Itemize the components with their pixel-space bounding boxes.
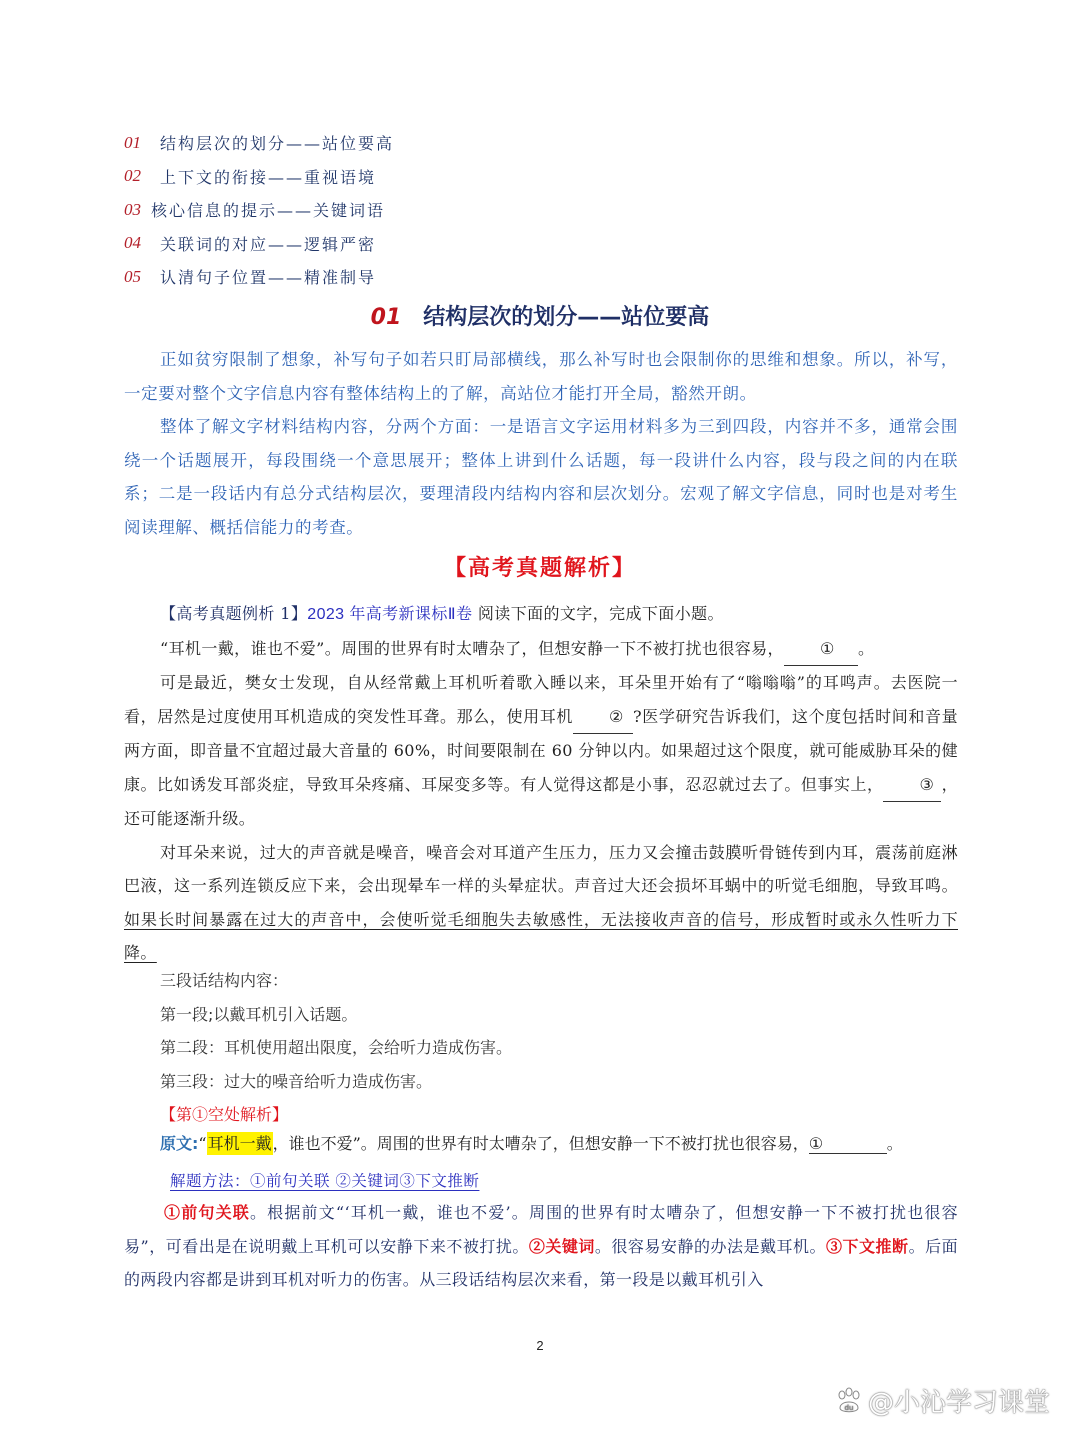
original-label: 原文:	[160, 1134, 199, 1153]
blank-3	[883, 768, 941, 803]
toc-number: 05	[124, 266, 141, 286]
exam-heading: 【高考真题解析】	[443, 555, 636, 581]
blank-number: ③	[919, 774, 935, 794]
intro-paragraph	[124, 343, 958, 410]
passage-paragraph-3	[124, 836, 958, 970]
toc-text: 关联词的对应——逻辑严密	[160, 234, 377, 254]
analysis-body: 。根据前文“‘耳机一戴，谁也不爱’。周围的世界有时太嘈杂了，但想安静一下不被打扰也很容易”，可看出是在说明戴上耳机可以安静下来不被打扰。	[124, 1203, 958, 1256]
analysis-paragraph	[124, 1196, 958, 1297]
section-title-text: 结构层次的划分——站位要高	[423, 305, 710, 330]
method-marker-1: ①前句关联	[164, 1203, 250, 1222]
toc-item	[124, 227, 394, 261]
structure-item: 第一段;以戴耳机引入话题。	[160, 1004, 358, 1024]
blank-2	[573, 700, 633, 735]
passage-text: 。	[857, 638, 875, 658]
passage-text: ，还可能逐渐升级。	[124, 774, 958, 828]
toc-number: 02	[124, 166, 141, 186]
analysis-body: 。后面的两段内容都是讲到耳机对听力的伤害。从三段话结构层次来看，第一段是以戴耳机引入	[124, 1236, 958, 1289]
example-source: 2023 年高考新课标Ⅱ卷	[307, 606, 473, 623]
structure-item: 第三段：过大的噪音给听力造成伤害。	[160, 1071, 433, 1091]
example-passage	[124, 597, 958, 970]
intro-paragraph	[124, 410, 958, 544]
toc-text: 核心信息的提示——关键词语	[151, 201, 386, 221]
toc-number: 03	[124, 199, 141, 219]
passage-paragraph-1	[124, 632, 958, 667]
toc-item	[124, 193, 394, 227]
structure-summary	[160, 964, 512, 1132]
section-number: 01	[370, 305, 402, 330]
passage-text: 可是最近，樊女士发现，自从经常戴上耳机听着歌入睡以来，耳朵里开始有了“嗡嗡嗡”的耳鸣声。去医院一看，居然是过度使用耳机造成的突发性耳聋。那么，使用耳机	[124, 673, 958, 726]
quote: “	[198, 1134, 207, 1153]
structure-item: 第二段：耳机使用超出限度，会给听力造成伤害。	[160, 1038, 513, 1057]
watermark-text: @小沁学习课堂	[868, 1388, 1051, 1418]
baidu-paw-icon	[834, 1386, 864, 1416]
original-text: 。	[886, 1134, 903, 1153]
method-marker-3: ③下文推断	[826, 1236, 909, 1256]
passage-text: “耳机一戴，谁也不爱”。周围的世界有时太嘈杂了，但想安静一下不被打扰也很容易，	[160, 638, 784, 658]
toc-text: 认清句子位置——精准制导	[160, 268, 377, 288]
toc-item	[124, 260, 394, 294]
toc-number: 01	[124, 132, 141, 152]
method-marker-2: ②关键词	[528, 1236, 595, 1256]
blank-1	[784, 632, 858, 667]
section-title	[0, 300, 1080, 331]
underlined-sentence: 如果长时间暴露在过大的声音中，会使听觉毛细胞失去敏感性，无法接收声音的信号，形成暂时或永久性听力下降。	[124, 909, 958, 962]
toc-item	[124, 160, 394, 194]
blank-1	[809, 1134, 887, 1154]
toc-text: 上下文的衔接——重视语境	[160, 167, 377, 187]
analysis-text	[124, 1196, 958, 1297]
svg-text:du: du	[844, 1403, 854, 1412]
original-text-line	[160, 1131, 960, 1154]
toc-item	[124, 126, 394, 160]
passage-paragraph-2	[124, 666, 958, 836]
blank-number: ①	[808, 1134, 824, 1153]
intro-text: 整体了解文字材料结构内容，分两个方面：一是语言文字运用材料多为三到四段，内容并不多，通常会围绕一个话题展开，每段围绕一个意思展开；整体上讲到什么话题，每一段讲什么内容，段与段之间的内在联系；二是一段话内有总分式结构层次，要理清段内结构内容和层次划分。宏观了解文字信息，同时也是对考生阅读理解、概括信能力的考查。	[124, 417, 958, 537]
analysis-body: 。很容易安静的办法是戴耳机。	[594, 1236, 827, 1256]
original-text: ，谁也不爱”。周围的世界有时太嘈杂了，但想安静一下不被打扰也很容易，	[272, 1134, 809, 1153]
passage-text: ?医学研究告诉我们，这个度包括时间和音量两方面，即音量不宜超过最大音量的 60%，时间要限制在 60 分钟以内。如果超过这个限度，就可能威胁耳朵的健康。比如诱发耳部炎症，导致耳朵疼痛、耳屎变多等。有人觉得这都是小事，忍忍就过去了。但事实上，	[124, 706, 958, 794]
blank-analysis-label: 【第①空处解析】	[160, 1105, 289, 1124]
toc-number: 04	[124, 233, 141, 253]
watermark	[834, 1382, 1050, 1419]
structure-heading: 三段话结构内容：	[160, 971, 289, 990]
example-header	[124, 597, 958, 632]
page-number: 2	[536, 1338, 544, 1353]
intro-text: 正如贫穷限制了想象，补写句子如若只盯局部横线，那么补写时也会限制你的思维和想象。所以，补写，一定要对整个文字信息内容有整体结构上的了解，高站位才能打开全局，豁然开朗。	[124, 350, 958, 403]
blank-number: ①	[819, 638, 835, 658]
example-label: 【高考真题例析 1】	[160, 604, 308, 623]
table-of-contents	[124, 126, 394, 294]
passage-text: 对耳朵来说，过大的声音就是噪音，噪音会对耳道产生压力，压力又会撞击鼓膜听骨链传到内耳，震荡前庭淋巴液，这一系列连锁反应下来，会出现晕车一样的头晕症状。声音过大还会损坏耳蜗中的听觉毛细胞，导致耳鸣。	[124, 842, 958, 895]
example-instruction: 阅读下面的文字，完成下面小题。	[472, 604, 724, 623]
solving-method: 解题方法：①前句关联 ②关键词③下文推断	[170, 1172, 480, 1190]
highlighted-phrase: 耳机一戴	[207, 1134, 272, 1153]
toc-text: 结构层次的划分——站位要高	[160, 134, 395, 154]
blank-number: ②	[609, 706, 624, 726]
